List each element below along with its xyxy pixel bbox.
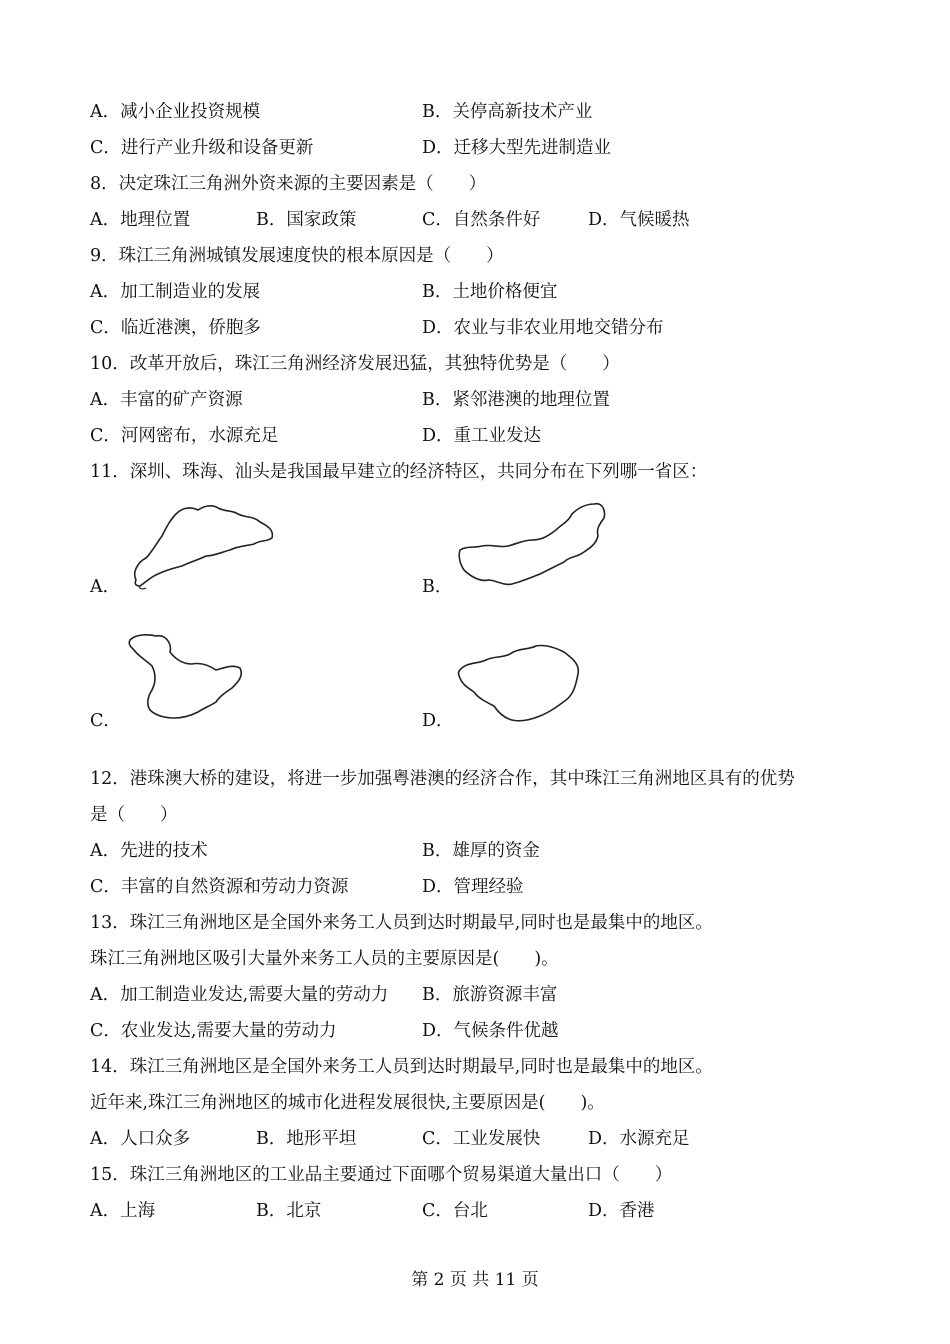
q15-option-b: B．北京 bbox=[256, 1201, 322, 1221]
q12-stem-line2: 是（ ） bbox=[90, 805, 178, 825]
q14-stem-line1: 14．珠江三角洲地区是全国外来务工人员到达时期最早,同时也是最集中的地区。 bbox=[90, 1057, 713, 1077]
q13-stem-line2: 珠江三角洲地区吸引大量外来务工人员的主要原因是( )。 bbox=[90, 949, 559, 969]
q14-option-a: A．人口众多 bbox=[90, 1129, 191, 1149]
q14-option-d: D．水源充足 bbox=[588, 1129, 690, 1149]
q10-option-a: A．丰富的矿产资源 bbox=[90, 390, 243, 410]
q11-map-b-inner-mongolia bbox=[456, 500, 612, 592]
q8-option-c: C．自然条件好 bbox=[422, 210, 541, 230]
q11-map-c-heilongjiang bbox=[126, 630, 246, 722]
q15-option-d: D．香港 bbox=[588, 1201, 655, 1221]
q11-stem: 11．深圳、珠海、汕头是我国最早建立的经济特区，共同分布在下列哪一省区： bbox=[90, 462, 708, 482]
q10-stem: 10．改革开放后，珠江三角洲经济发展迅猛，其独特优势是（ ） bbox=[90, 354, 620, 374]
q11-option-d: D． bbox=[422, 711, 454, 731]
q9-option-a: A．加工制造业的发展 bbox=[90, 282, 261, 302]
q9-option-d: D．农业与非农业用地交错分布 bbox=[422, 318, 664, 338]
q11-option-b: B． bbox=[422, 577, 453, 597]
q14-option-c: C．工业发展快 bbox=[422, 1129, 541, 1149]
q9-option-b: B．土地价格便宜 bbox=[422, 282, 558, 302]
q8-option-d: D．气候暖热 bbox=[588, 210, 690, 230]
q15-stem: 15．珠江三角洲地区的工业品主要通过下面哪个贸易渠道大量出口（ ） bbox=[90, 1165, 673, 1185]
q8-option-b: B．国家政策 bbox=[256, 210, 357, 230]
q12-stem-line1: 12．港珠澳大桥的建设，将进一步加强粤港澳的经济合作，其中珠江三角洲地区具有的优势 bbox=[90, 769, 795, 789]
q14-option-b: B．地形平坦 bbox=[256, 1129, 357, 1149]
q12-option-b: B．雄厚的资金 bbox=[422, 841, 540, 861]
q14-stem-line2: 近年来,珠江三角洲地区的城市化进程发展很快,主要原因是( )。 bbox=[90, 1093, 605, 1113]
page-number: 第 2 页 共 11 页 bbox=[411, 1270, 539, 1290]
q15-option-c: C．台北 bbox=[422, 1201, 488, 1221]
q7-option-b: B．关停高新技术产业 bbox=[422, 102, 593, 122]
q9-stem: 9．珠江三角洲城镇发展速度快的根本原因是（ ） bbox=[90, 246, 504, 266]
q7-option-c: C．进行产业升级和设备更新 bbox=[90, 138, 314, 158]
q13-stem-line1: 13．珠江三角洲地区是全国外来务工人员到达时期最早,同时也是最集中的地区。 bbox=[90, 913, 713, 933]
q10-option-d: D．重工业发达 bbox=[422, 426, 542, 446]
q8-option-a: A．地理位置 bbox=[90, 210, 191, 230]
q8-stem: 8．决定珠江三角洲外资来源的主要因素是（ ） bbox=[90, 174, 487, 194]
q7-option-a: A．减小企业投资规模 bbox=[90, 102, 261, 122]
q10-option-b: B．紧邻港澳的地理位置 bbox=[422, 390, 610, 410]
q11-map-d-guangxi bbox=[456, 640, 586, 724]
q13-option-c: C．农业发达,需要大量的劳动力 bbox=[90, 1021, 337, 1041]
q11-option-a: A． bbox=[90, 577, 121, 597]
q11-option-c: C． bbox=[90, 711, 121, 731]
q12-option-c: C．丰富的自然资源和劳动力资源 bbox=[90, 877, 349, 897]
q9-option-c: C．临近港澳，侨胞多 bbox=[90, 318, 261, 338]
q11-map-a-guangdong bbox=[126, 500, 278, 592]
q10-option-c: C．河网密布，水源充足 bbox=[90, 426, 279, 446]
q13-option-b: B．旅游资源丰富 bbox=[422, 985, 558, 1005]
q13-option-a: A．加工制造业发达,需要大量的劳动力 bbox=[90, 985, 389, 1005]
q13-option-d: D．气候条件优越 bbox=[422, 1021, 559, 1041]
q12-option-d: D．管理经验 bbox=[422, 877, 524, 897]
q12-option-a: A．先进的技术 bbox=[90, 841, 208, 861]
q7-option-d: D．迁移大型先进制造业 bbox=[422, 138, 612, 158]
q15-option-a: A．上海 bbox=[90, 1201, 156, 1221]
